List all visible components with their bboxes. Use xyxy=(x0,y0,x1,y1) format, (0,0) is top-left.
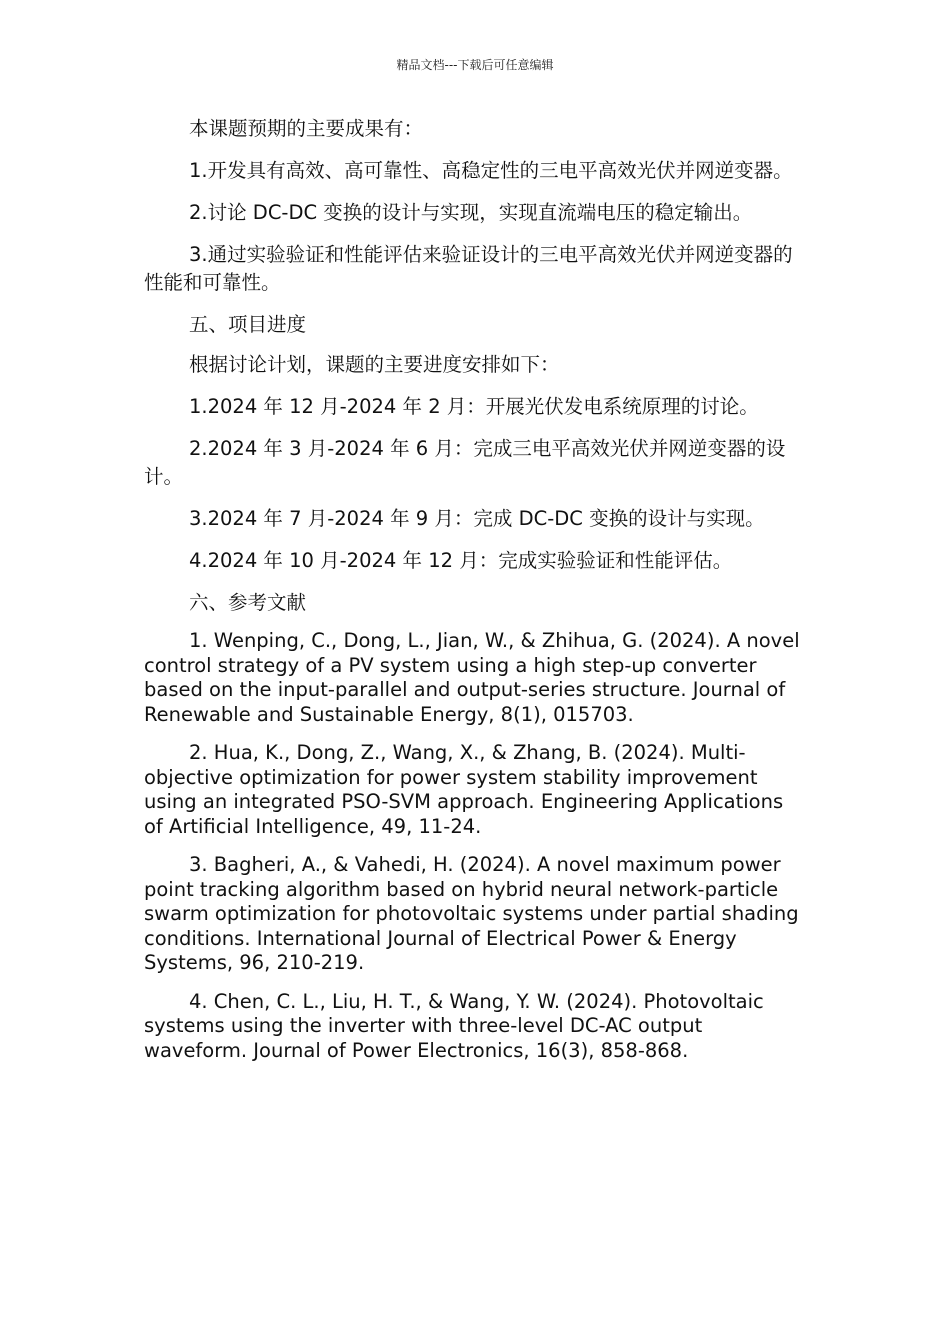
progress-item-4: 4.2024 年 10 月-2024 年 12 月：完成实验验证和性能评估。 xyxy=(189,549,733,572)
page-header-note: 精品文档---下载后可任意编辑 xyxy=(396,58,554,72)
reference-item-1: 1. Wenping, C., Dong, L., Jian, W., & Zhihua, G. (2024). A novel control strategy of a PV system using a high step-up converter based on the input-parallel and output-series structure. Journal of Renewable and Sustainable Energy, 8(1), 015703. xyxy=(144,629,800,726)
progress-intro: 根据讨论计划，课题的主要进度安排如下： xyxy=(189,353,560,376)
results-intro: 本课题预期的主要成果有： xyxy=(189,117,424,140)
progress-item-1: 1.2024 年 12 月-2024 年 2 月：开展光伏发电系统原理的讨论。 xyxy=(189,395,759,418)
section-heading-progress: 五、项目进度 xyxy=(189,313,307,336)
results-item-1: 1.开发具有高效、高可靠性、高稳定性的三电平高效光伏并网逆变器。 xyxy=(189,159,793,182)
progress-item-3: 3.2024 年 7 月-2024 年 9 月：完成 DC-DC 变换的设计与实现。 xyxy=(189,507,765,530)
reference-item-3: 3. Bagheri, A., & Vahedi, H. (2024). A novel maximum power point tracking algorithm based on hybrid neural network-particle swarm optimization for photovoltaic systems under partial shading conditions. International Journal of Electrical Power & Energy Systems, 96, 210-219. xyxy=(144,853,799,974)
reference-item-2: 2. Hua, K., Dong, Z., Wang, X., & Zhang, B. (2024). Multi-objective optimization for power system stability improvement using an integrated PSO-SVM approach. Engineering Applications of Artificial Intelligence, 49, 11-24. xyxy=(144,741,784,838)
progress-item-2: 2.2024 年 3 月-2024 年 6 月：完成三电平高效光伏并网逆变器的设计。 xyxy=(144,437,786,488)
results-item-3: 3.通过实验验证和性能评估来验证设计的三电平高效光伏并网逆变器的性能和可靠性。 xyxy=(144,243,793,294)
reference-item-4: 4. Chen, C. L., Liu, H. T., & Wang, Y. W. (2024). Photovoltaic systems using the inverter with three-level DC-AC output waveform. Journal of Power Electronics, 16(3), 858-868. xyxy=(144,989,764,1062)
section-heading-references: 六、参考文献 xyxy=(189,591,307,614)
results-item-2: 2.讨论 DC-DC 变换的设计与实现，实现直流端电压的稳定输出。 xyxy=(189,201,753,224)
document-body xyxy=(144,115,800,1077)
